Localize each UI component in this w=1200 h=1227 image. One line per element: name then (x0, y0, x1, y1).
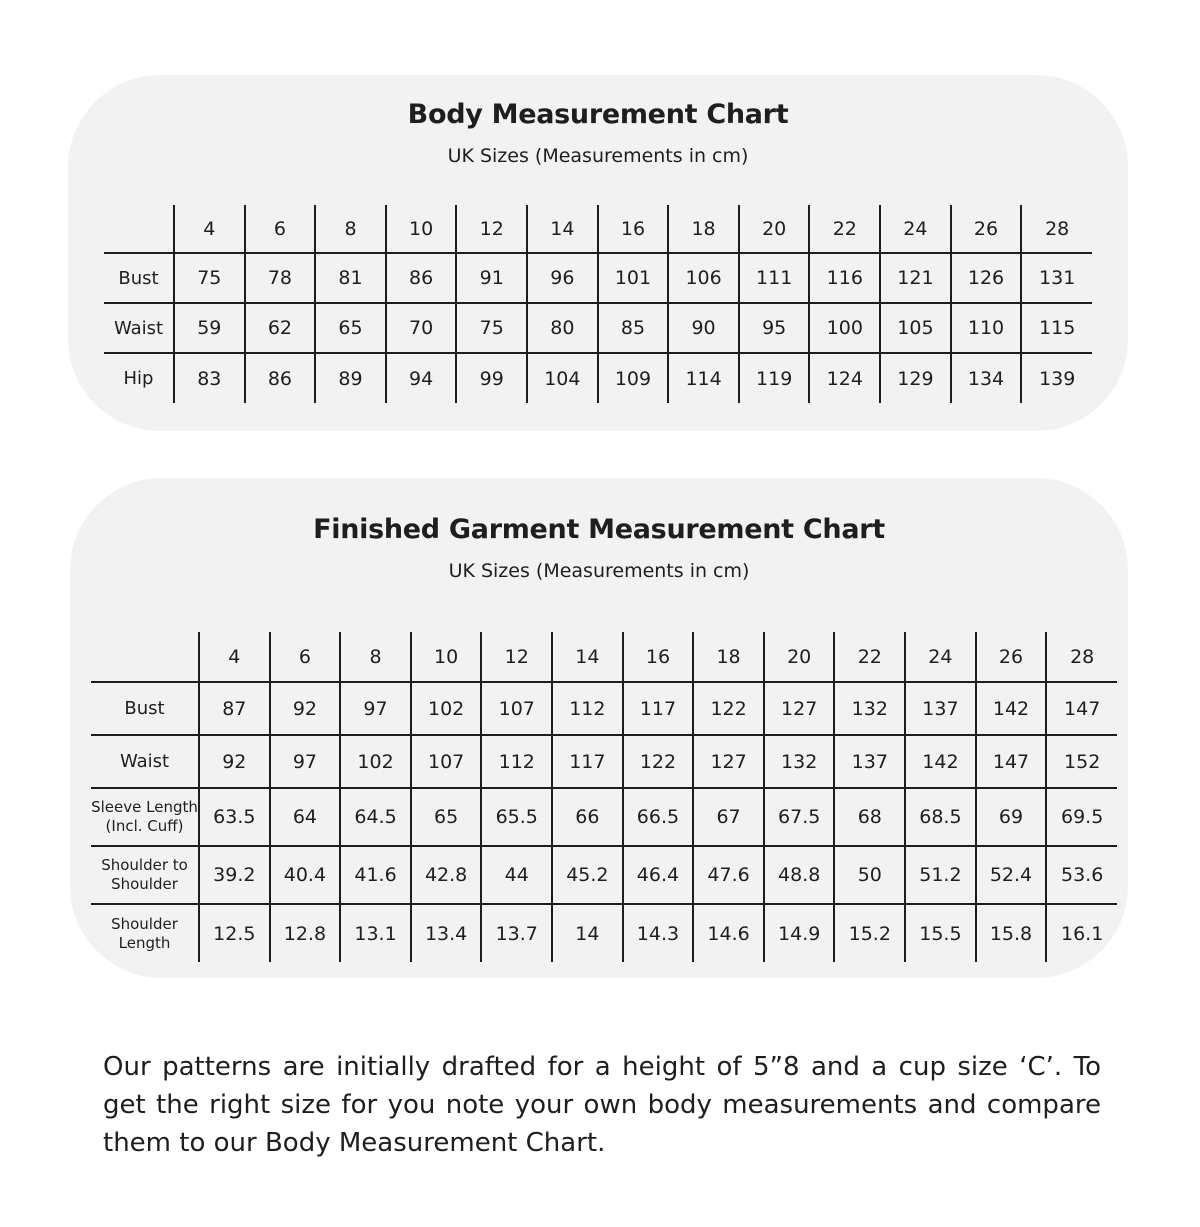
size-header-cell: 12 (481, 632, 552, 682)
measurement-cell: 94 (386, 353, 457, 403)
measurement-cell: 64.5 (340, 788, 411, 846)
measurement-cell: 95 (739, 303, 810, 353)
measurement-cell: 41.6 (340, 846, 411, 904)
measurement-cell: 106 (668, 253, 739, 303)
measurement-cell: 112 (552, 682, 623, 735)
measurement-cell: 69.5 (1046, 788, 1117, 846)
measurement-cell: 64 (270, 788, 341, 846)
size-header-cell: 24 (880, 205, 951, 253)
measurement-cell: 15.8 (976, 904, 1047, 962)
measurement-cell: 13.7 (481, 904, 552, 962)
row-label: Hip (123, 368, 154, 389)
measurement-cell: 111 (739, 253, 810, 303)
size-header-cell: 26 (951, 205, 1022, 253)
measurement-cell: 147 (1046, 682, 1117, 735)
size-header-cell: 8 (315, 205, 386, 253)
measurement-cell: 45.2 (552, 846, 623, 904)
row-label: Shoulder Length (111, 914, 178, 952)
measurement-cell: 134 (951, 353, 1022, 403)
size-header-cell: 4 (174, 205, 245, 253)
measurement-cell: 116 (809, 253, 880, 303)
measurement-cell: 124 (809, 353, 880, 403)
measurement-cell: 127 (693, 735, 764, 788)
table-row (104, 253, 1092, 303)
measurement-cell: 66.5 (623, 788, 694, 846)
measurement-cell: 59 (174, 303, 245, 353)
measurement-cell: 75 (174, 253, 245, 303)
measurement-cell: 104 (527, 353, 598, 403)
measurement-cell: 102 (411, 682, 482, 735)
size-header-cell: 10 (386, 205, 457, 253)
table-row (91, 904, 1117, 962)
sizing-note: Our patterns are initially drafted for a height of 5”8 and a cup size ‘C’. To get the right size for you note your own body measurements and compare them to our Body Measurement Chart. (103, 1052, 1101, 1158)
corner-cell (91, 632, 199, 682)
measurement-cell: 142 (976, 682, 1047, 735)
measurement-cell: 83 (174, 353, 245, 403)
measurement-cell: 86 (386, 253, 457, 303)
size-header-cell: 18 (693, 632, 764, 682)
measurement-cell: 65 (315, 303, 386, 353)
table-row (91, 846, 1117, 904)
size-header-cell: 18 (668, 205, 739, 253)
measurement-cell: 122 (623, 735, 694, 788)
measurement-cell: 39.2 (199, 846, 270, 904)
measurement-cell: 14.3 (623, 904, 694, 962)
size-header-cell: 4 (199, 632, 270, 682)
measurement-cell: 48.8 (764, 846, 835, 904)
measurement-cell: 87 (199, 682, 270, 735)
size-header-cell: 24 (905, 632, 976, 682)
size-header-cell: 6 (270, 632, 341, 682)
measurement-cell: 46.4 (623, 846, 694, 904)
measurement-cell: 142 (905, 735, 976, 788)
size-header-cell: 22 (809, 205, 880, 253)
measurement-cell: 14.6 (693, 904, 764, 962)
measurement-cell: 42.8 (411, 846, 482, 904)
measurement-cell: 68.5 (905, 788, 976, 846)
size-header-cell: 14 (527, 205, 598, 253)
measurement-cell: 100 (809, 303, 880, 353)
measurement-cell: 122 (693, 682, 764, 735)
measurement-cell: 69 (976, 788, 1047, 846)
measurement-cell: 109 (598, 353, 669, 403)
measurement-cell: 51.2 (905, 846, 976, 904)
row-label: Sleeve Length (Incl. Cuff) (91, 798, 198, 835)
measurement-cell: 65 (411, 788, 482, 846)
measurement-cell: 92 (270, 682, 341, 735)
measurement-cell: 127 (764, 682, 835, 735)
garment-chart-title: Finished Garment Measurement Chart (313, 514, 885, 545)
measurement-cell: 90 (668, 303, 739, 353)
measurement-cell: 53.6 (1046, 846, 1117, 904)
garment-chart-subtitle: UK Sizes (Measurements in cm) (448, 560, 750, 582)
size-header-cell: 6 (245, 205, 316, 253)
measurement-cell: 97 (270, 735, 341, 788)
measurement-cell: 85 (598, 303, 669, 353)
measurement-cell: 70 (386, 303, 457, 353)
measurement-cell: 92 (199, 735, 270, 788)
measurement-cell: 117 (623, 682, 694, 735)
measurement-cell: 132 (834, 682, 905, 735)
measurement-cell: 126 (951, 253, 1022, 303)
measurement-cell: 112 (481, 735, 552, 788)
table-row (91, 682, 1117, 735)
table-row (91, 788, 1117, 846)
measurement-cell: 80 (527, 303, 598, 353)
measurement-cell: 67.5 (764, 788, 835, 846)
measurement-cell: 105 (880, 303, 951, 353)
table-row (91, 735, 1117, 788)
measurement-cell: 119 (739, 353, 810, 403)
size-header-cell: 28 (1021, 205, 1092, 253)
measurement-cell: 66 (552, 788, 623, 846)
measurement-cell: 12.5 (199, 904, 270, 962)
corner-cell (104, 205, 174, 253)
measurement-cell: 99 (456, 353, 527, 403)
measurement-cell: 16.1 (1046, 904, 1117, 962)
measurement-cell: 132 (764, 735, 835, 788)
size-header-cell: 10 (411, 632, 482, 682)
size-header-cell: 28 (1046, 632, 1117, 682)
measurement-cell: 137 (834, 735, 905, 788)
measurement-cell: 14 (552, 904, 623, 962)
measurement-cell: 50 (834, 846, 905, 904)
measurement-cell: 139 (1021, 353, 1092, 403)
measurement-cell: 137 (905, 682, 976, 735)
measurement-cell: 114 (668, 353, 739, 403)
table-row (104, 353, 1092, 403)
row-label: Waist (119, 751, 170, 772)
size-header-cell: 14 (552, 632, 623, 682)
body-chart-subtitle: UK Sizes (Measurements in cm) (447, 145, 749, 167)
row-label: Waist (113, 317, 164, 339)
row-label: Shoulder to Shoulder (101, 856, 188, 893)
size-header-cell: 12 (456, 205, 527, 253)
measurement-cell: 102 (340, 735, 411, 788)
measurement-cell: 62 (245, 303, 316, 353)
measurement-cell: 152 (1046, 735, 1117, 788)
size-header-cell: 26 (976, 632, 1047, 682)
measurement-cell: 129 (880, 353, 951, 403)
size-header-cell: 20 (739, 205, 810, 253)
measurement-cell: 47.6 (693, 846, 764, 904)
body-chart-title: Body Measurement Chart (407, 99, 789, 130)
measurement-cell: 40.4 (270, 846, 341, 904)
measurement-cell: 86 (245, 353, 316, 403)
size-header-cell: 16 (598, 205, 669, 253)
measurement-cell: 110 (951, 303, 1022, 353)
measurement-cell: 13.1 (340, 904, 411, 962)
measurement-cell: 44 (481, 846, 552, 904)
garment-measurement-table (91, 632, 1117, 962)
measurement-cell: 131 (1021, 253, 1092, 303)
measurement-cell: 115 (1021, 303, 1092, 353)
measurement-cell: 107 (411, 735, 482, 788)
row-label: Bust (124, 698, 165, 719)
measurement-cell: 107 (481, 682, 552, 735)
size-header-cell: 20 (764, 632, 835, 682)
measurement-cell: 52.4 (976, 846, 1047, 904)
measurement-cell: 78 (245, 253, 316, 303)
measurement-cell: 63.5 (199, 788, 270, 846)
size-header-row (91, 632, 1117, 682)
measurement-cell: 117 (552, 735, 623, 788)
measurement-cell: 81 (315, 253, 386, 303)
size-header-cell: 22 (834, 632, 905, 682)
table-row (104, 303, 1092, 353)
size-header-row (104, 205, 1092, 253)
measurement-cell: 89 (315, 353, 386, 403)
size-header-cell: 16 (623, 632, 694, 682)
measurement-cell: 101 (598, 253, 669, 303)
measurement-cell: 96 (527, 253, 598, 303)
measurement-cell: 97 (340, 682, 411, 735)
measurement-cell: 13.4 (411, 904, 482, 962)
measurement-cell: 75 (456, 303, 527, 353)
size-header-cell: 8 (340, 632, 411, 682)
measurement-cell: 15.2 (834, 904, 905, 962)
measurement-cell: 14.9 (764, 904, 835, 962)
measurement-cell: 12.8 (270, 904, 341, 962)
row-label: Bust (118, 267, 159, 289)
measurement-cell: 67 (693, 788, 764, 846)
measurement-cell: 147 (976, 735, 1047, 788)
measurement-cell: 121 (880, 253, 951, 303)
measurement-cell: 65.5 (481, 788, 552, 846)
body-measurement-table (104, 205, 1092, 403)
measurement-cell: 91 (456, 253, 527, 303)
measurement-cell: 68 (834, 788, 905, 846)
measurement-cell: 15.5 (905, 904, 976, 962)
